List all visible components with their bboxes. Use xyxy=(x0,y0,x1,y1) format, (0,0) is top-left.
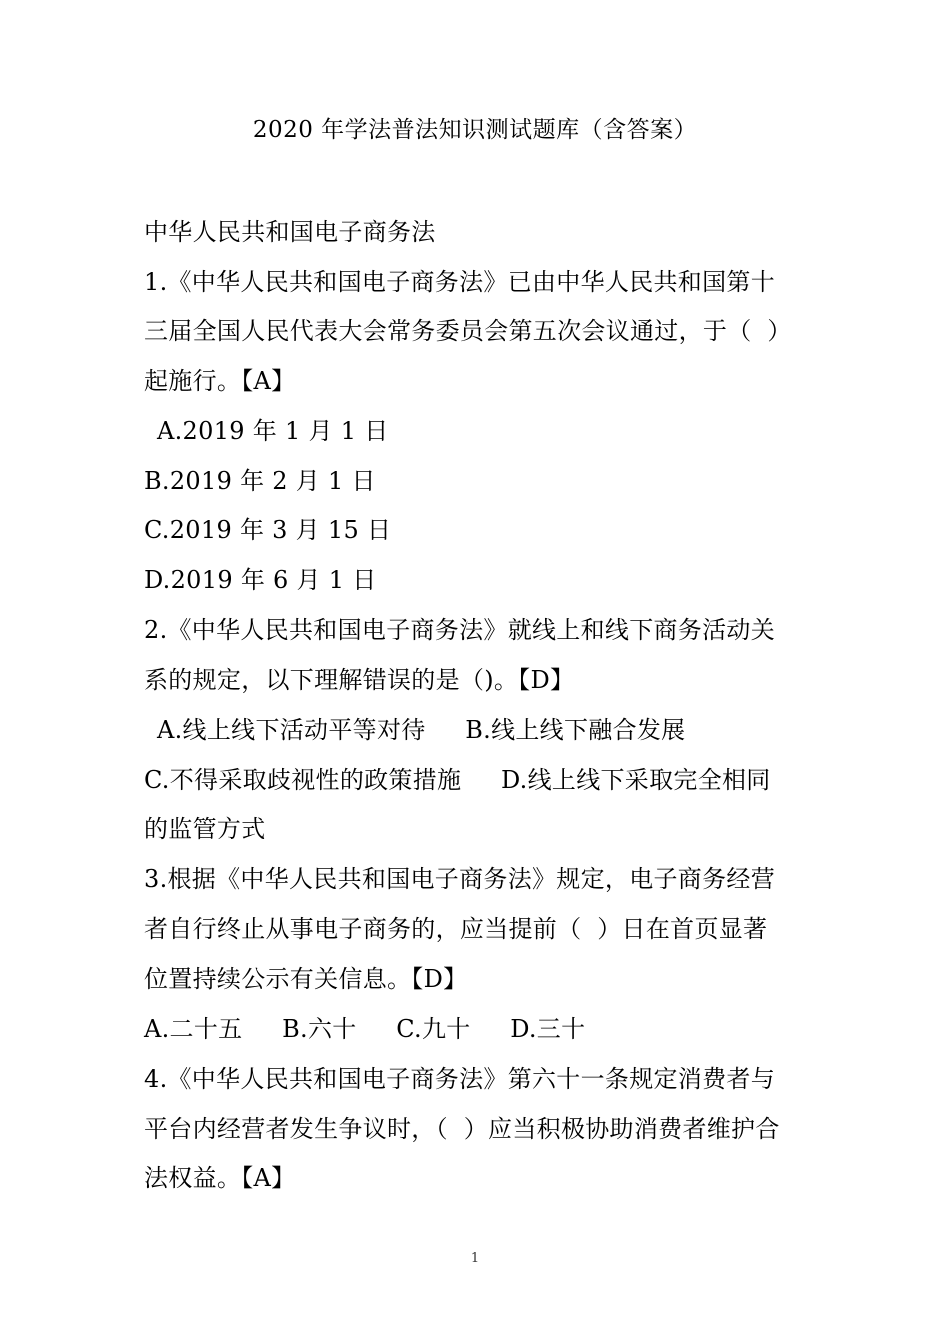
question-4-text-line-3: 法权益。【A】 xyxy=(144,1164,296,1192)
question-2-options-cd-cont: 的监管方式 xyxy=(144,815,266,843)
question-2-options-cd: C.不得采取歧视性的政策措施 D.线上线下采取完全相同 xyxy=(144,766,771,794)
document-title: 2020 年学法普法知识测试题库（含答案） xyxy=(252,117,698,143)
question-1-option-b: B.2019 年 2 月 1 日 xyxy=(144,467,376,495)
question-1-text-line-1: 1.《中华人民共和国电子商务法》已由中华人民共和国第十 xyxy=(144,268,775,296)
question-3-text-line-3: 位置持续公示有关信息。【D】 xyxy=(144,965,468,993)
question-2-options-ab: A.线上线下活动平等对待 B.线上线下融合发展 xyxy=(157,716,686,744)
question-3-text-line-2: 者自行终止从事电子商务的，应当提前（ ）日在首页显著 xyxy=(144,915,768,943)
question-3-text-line-1: 3.根据《中华人民共和国电子商务法》规定，电子商务经营 xyxy=(144,865,775,893)
question-1-option-c: C.2019 年 3 月 15 日 xyxy=(144,516,392,544)
question-2-text-line-1: 2.《中华人民共和国电子商务法》就线上和线下商务活动关 xyxy=(144,616,775,644)
question-2-text-line-2: 系的规定，以下理解错误的是（)。【D】 xyxy=(144,666,575,694)
question-4-text-line-1: 4.《中华人民共和国电子商务法》第六十一条规定消费者与 xyxy=(144,1065,775,1093)
question-3-options: A.二十五 B.六十 C.九十 D.三十 xyxy=(144,1015,586,1043)
question-4-text-line-2: 平台内经营者发生争议时，（ ）应当积极协助消费者维护合 xyxy=(144,1115,780,1143)
question-1-option-d: D.2019 年 6 月 1 日 xyxy=(144,566,377,594)
section-heading: 中华人民共和国电子商务法 xyxy=(144,218,436,246)
question-1-option-a: A.2019 年 1 月 1 日 xyxy=(157,417,389,445)
page-number: 1 xyxy=(470,1251,480,1266)
question-1-text-line-3: 起施行。【A】 xyxy=(144,367,296,395)
question-1-text-line-2: 三届全国人民代表大会常务委员会第五次会议通过，于（ ） xyxy=(144,317,792,345)
